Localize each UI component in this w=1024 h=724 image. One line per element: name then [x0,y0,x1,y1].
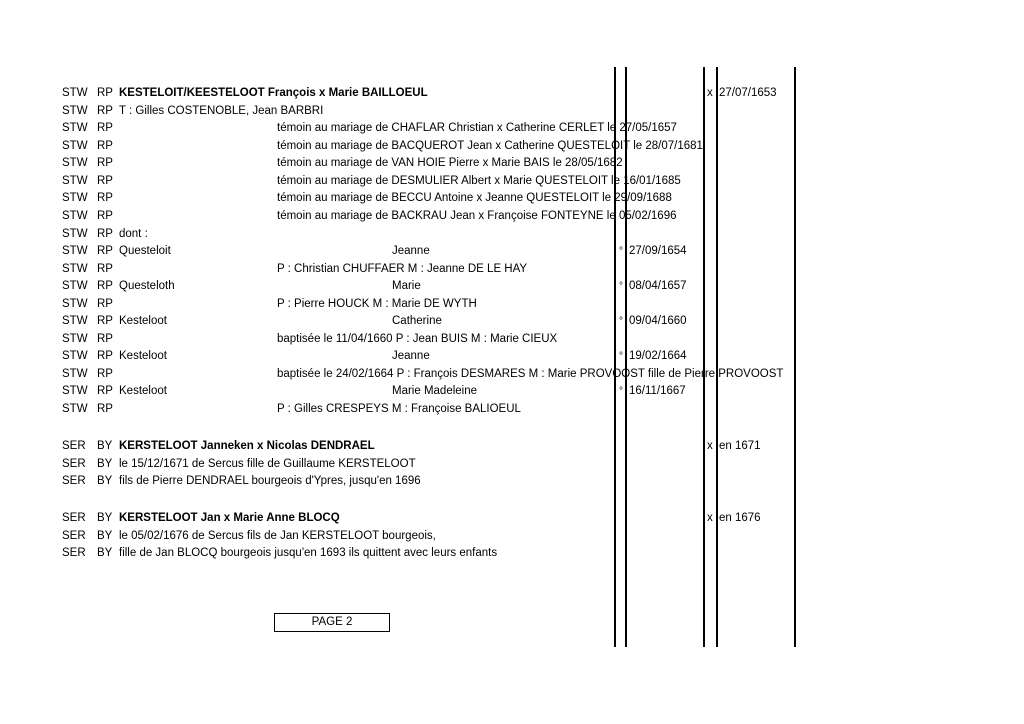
table-row [0,528,1024,545]
cell-c2: BY [97,475,113,487]
cell-c2: RP [97,175,113,187]
table-row [0,261,1024,278]
cell-c2: RP [97,87,113,99]
cell-c2: RP [97,245,113,257]
cell-c2: RP [97,157,113,169]
cell-c1: STW [62,298,88,310]
cell-c1: STW [62,263,88,275]
cell-c3: Kesteloot [119,315,167,327]
cell-c3: le 05/02/1676 de Sercus fils de Jan KERSTELOOT bourgeois, [119,530,436,542]
table-row [0,456,1024,473]
cell-c3: KESTELOIT/KEESTELOOT François x Marie BAILLOEUL [119,87,428,99]
cell-c2: RP [97,105,113,117]
cell-c3: KERSTELOOT Janneken x Nicolas DENDRAEL [119,440,375,452]
table-row [0,331,1024,348]
table-row [0,190,1024,207]
cell-c2: RP [97,140,113,152]
table-row [0,155,1024,172]
cell-c3: Kesteloot [119,350,167,362]
cell-c5: Jeanne [392,245,430,257]
cell-date: 16/11/1667 [629,385,686,397]
cell-c2: BY [97,512,113,524]
cell-c4: témoin au mariage de DESMULIER Albert x Marie QUESTELOIT le 16/01/1685 [277,175,681,187]
cell-c5: Catherine [392,315,442,327]
cell-c3: Questeloit [119,245,171,257]
cell-c1: STW [62,333,88,345]
table-row [0,510,1024,527]
cell-c4: témoin au mariage de VAN HOIE Pierre x Marie BAIS le 28/05/1682 [277,157,623,169]
cell-c4: baptisée le 11/04/1660 P : Jean BUIS M : Marie CIEUX [277,333,558,345]
table-row [0,278,1024,295]
cell-c2: RP [97,192,113,204]
cell-c3: le 15/12/1671 de Sercus fille de Guillaume KERSTELOOT [119,458,416,470]
cell-c1: STW [62,157,88,169]
cell-deg: ° [619,246,623,257]
cell-c4: baptisée le 24/02/1664 P : François DESMARES M : Marie PROVOOST fille de Pierre PROVOOST [277,368,784,380]
table-row [0,545,1024,562]
cell-mdate: en 1671 [719,440,761,452]
table-row [0,348,1024,365]
cell-c1: STW [62,245,88,257]
cell-c2: RP [97,385,113,397]
cell-c3: Questeloth [119,280,175,292]
cell-c5: Jeanne [392,350,430,362]
cell-c2: RP [97,263,113,275]
cell-c5: Marie Madeleine [392,385,478,397]
cell-deg: ° [619,281,623,292]
cell-mdate: 27/07/1653 [719,87,777,99]
cell-c4: témoin au mariage de CHAFLAR Christian x Catherine CERLET le 27/05/1657 [277,122,677,134]
table-row [0,138,1024,155]
cell-c2: BY [97,530,113,542]
cell-c1: STW [62,140,88,152]
cell-c2: RP [97,210,113,222]
cell-deg: ° [619,386,623,397]
cell-c5: Marie [392,280,421,292]
cell-c1: STW [62,315,88,327]
cell-c3: T : Gilles COSTENOBLE, Jean BARBRI [119,105,324,117]
cell-c3: fils de Pierre DENDRAEL bourgeois d'Ypres, jusqu'en 1696 [119,475,421,487]
cell-c2: BY [97,547,113,559]
cell-c1: STW [62,122,88,134]
cell-c3: dont : [119,228,148,240]
cell-c2: RP [97,280,113,292]
cell-c1: SER [62,512,86,524]
cell-c4: témoin au mariage de BACQUEROT Jean x Catherine QUESTELOIT le 28/07/1681 [277,140,703,152]
cell-c1: SER [62,475,86,487]
cell-c4: P : Christian CHUFFAER M : Jeanne DE LE HAY [277,263,528,275]
table-row [0,473,1024,490]
table-row [0,366,1024,383]
table-row [0,438,1024,455]
table-row [0,401,1024,418]
cell-c1: SER [62,530,86,542]
table-row [0,243,1024,260]
cell-c2: RP [97,368,113,380]
cell-c2: RP [97,122,113,134]
cell-mx: x [707,512,713,524]
cell-c1: STW [62,175,88,187]
cell-c1: STW [62,385,88,397]
cell-date: 19/02/1664 [629,350,687,362]
cell-c2: RP [97,350,113,362]
cell-c1: SER [62,547,86,559]
table-row [0,383,1024,400]
cell-c3: KERSTELOOT Jan x Marie Anne BLOCQ [119,512,340,524]
cell-c4: témoin au mariage de BECCU Antoine x Jeanne QUESTELOIT le 29/09/1688 [277,192,672,204]
cell-c4: témoin au mariage de BACKRAU Jean x Françoise FONTEYNE le 05/02/1696 [277,210,677,222]
cell-c4: P : Gilles CRESPEYS M : Françoise BALIOEUL [277,403,521,415]
cell-deg: ° [619,316,623,327]
cell-c1: STW [62,87,88,99]
cell-c2: RP [97,228,113,240]
cell-c1: STW [62,368,88,380]
cell-c3: Kesteloot [119,385,167,397]
cell-c2: BY [97,458,113,470]
cell-deg: ° [619,351,623,362]
cell-c3: fille de Jan BLOCQ bourgeois jusqu'en 1693 ils quittent avec leurs enfants [119,547,498,559]
table-row [0,208,1024,225]
cell-c1: STW [62,105,88,117]
cell-c1: STW [62,403,88,415]
cell-date: 27/09/1654 [629,245,687,257]
cell-c2: RP [97,403,113,415]
table-row [0,296,1024,313]
cell-c2: BY [97,440,113,452]
table-row [0,103,1024,120]
cell-c1: SER [62,458,86,470]
table-row [0,173,1024,190]
cell-date: 08/04/1657 [629,280,687,292]
page-label: PAGE 2 [274,613,390,632]
cell-c1: STW [62,192,88,204]
cell-mdate: en 1676 [719,512,761,524]
cell-c1: SER [62,440,86,452]
cell-c4: P : Pierre HOUCK M : Marie DE WYTH [277,298,477,310]
table-row [0,120,1024,137]
table-row [0,313,1024,330]
cell-c1: STW [62,228,88,240]
cell-mx: x [707,440,713,452]
cell-c2: RP [97,298,113,310]
cell-mx: x [707,87,713,99]
table-row [0,226,1024,243]
cell-c1: STW [62,210,88,222]
cell-c1: STW [62,280,88,292]
cell-date: 09/04/1660 [629,315,687,327]
cell-c2: RP [97,333,113,345]
cell-c2: RP [97,315,113,327]
cell-c1: STW [62,350,88,362]
table-row [0,85,1024,102]
